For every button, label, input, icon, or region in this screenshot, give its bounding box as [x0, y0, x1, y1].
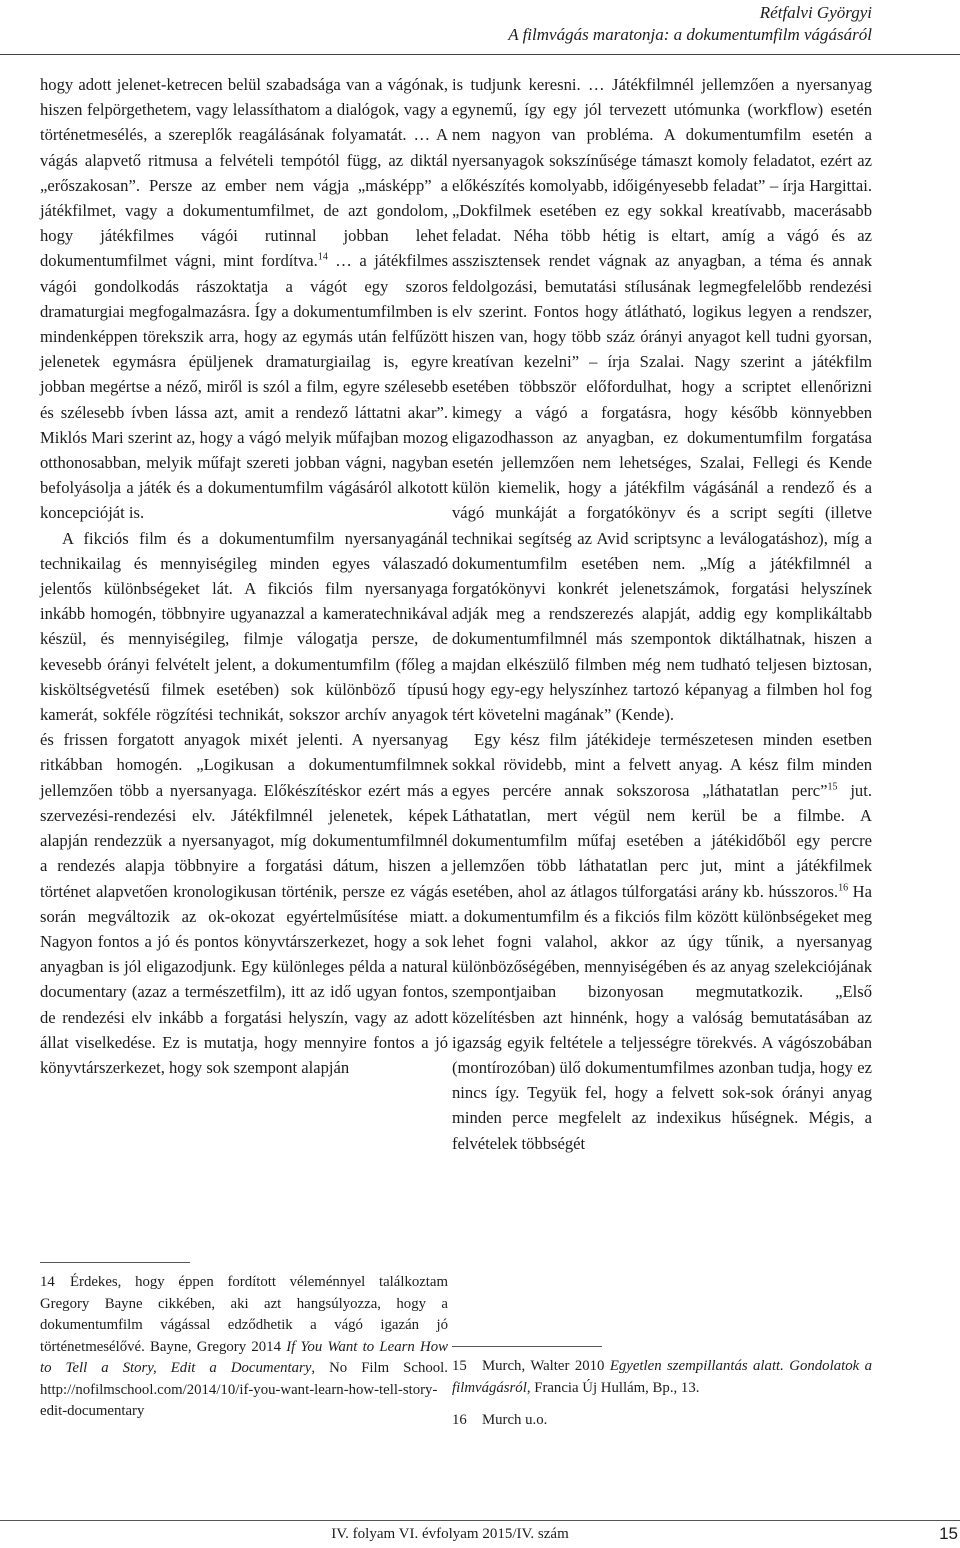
footer-issue: IV. folyam VI. évfolyam 2015/IV. szám	[331, 1526, 569, 1542]
paragraph: is tudjunk keresni. … Játékfilmnél jellemzően a nyersanyag egynemű, így egy jól tervezett utómunka (workflow) esetén nem nagyon van probléma. A dokumentumfilm esetén a nyersanyagok sokszínűsége támaszt komoly feladatot, ezért az előkészítés komolyabb, időigényesebb feladat” – írja Hargittai. „Dokfilmek esetében ez egy sokkal kreatívabb, macerásabb feladat. Néha több hétig is eltart, amíg a vágó és az asszisztensek rendet vágnak az anyagban, a téma és annak feldolgozási, bemutatási stílusának legmegfelelőbb rendezési elv szerint. Fontos hogy átlátható, logikus legyen a rendszer, hiszen van, hogy több száz órányi anyagot kell tudni gyorsan, kreatívan kezelni” – írja Szalai. Nagy szerint a játékfilm esetében többször előfordulhat, hogy a scriptet ellenőrizni kimegy a vágó a forgatásra, hogy később könnyebben eligazodhasson az anyagban, ez dokumentumfilm forgatása esetén jellemzően nem lehetséges, Szalai, Fellegi és Kende külön kiemelik, hogy a játékfilm vágásánál a rendező és a vágó munkáját a forgatókönyv és a script segíti (illetve technikai segítség az Avid scriptsync a leválogatáshoz), míg a dokumentumfilm esetében nem. „Míg a játékfilmnél a forgatókönyvi konkrét jelenetszámok, forgatási helyszínek adják meg a rendszerezés alapját, addig egy komplikáltabb dokumentumfilmnél más szempontok diktálhatnak, hiszen a majdan elkészülő filmben még nem tudható teljesen biztosan, hogy egy-egy helyszínhez tartozó képanyag a filmben hol fog tért követelni magának” (Kende).	[452, 75, 872, 725]
running-header	[508, 2, 872, 46]
footnote-14	[40, 1272, 448, 1423]
right-column	[452, 72, 872, 1156]
paragraph	[40, 72, 448, 526]
footnote-work-title: If You Want to Learn How to Tell a Story, Edit a Documentary	[40, 1338, 448, 1376]
paragraph	[452, 727, 872, 1155]
footnote-number: 15	[452, 1358, 467, 1374]
footnote-text: Murch u.o.	[482, 1412, 548, 1428]
paragraph-text: jut. Láthatatlan, mert végül nem kerül be a filmbe. A dokumentumfilm műfaj esetében a játékidőből egy percre jellemzően több láthatatlan perc jut, mint a játékfilmek esetében, ahol az átlagos túlforgatási arány kb. hússzoros.	[452, 780, 872, 901]
footnote-number: 14	[40, 1274, 55, 1290]
paragraph-text: Egy kész film játékideje természetesen minden esetben sokkal rövidebb, mint a felvett anyag. A kész film minden egyes percére annak sokszorosa „láthatatlan perc”	[452, 730, 872, 800]
header-title: A filmvágás maratonja: a dokumentumfilm vágásáról	[508, 25, 872, 44]
header-rule	[0, 54, 960, 55]
paragraph-text: … a játékfilmes vágói gondolkodás rászoktatja a vágót egy szoros dramaturgiai megfogalmazásra. Így a dokumentumfilmben is mindenképpen törekszik arra, hogy az egymás után felfűzött jelenetek egymásra épüljenek dramaturgiailag is, egyre jobban megértse a néző, miről is szól a film, egyre szélesebb és szélesebb ívben lássa azt, amit a rendező láttatni akar”. Miklós Mari szerint az, hogy a vágó melyik műfajban mozog otthonosabban, melyik műfajt szereti jobban vágni, nagyban befolyásolja a játék és a dokumentumfilm vágásáról alkotott koncepcióját is.	[40, 251, 448, 523]
footnote-number: 16	[452, 1412, 467, 1428]
footnote-text: Murch, Walter 2010	[482, 1358, 610, 1374]
footer-rule	[0, 1520, 960, 1521]
footnote-16	[452, 1410, 872, 1432]
paragraph-text: hogy adott jelenet-ketrecen belül szabadsága van a vágónak, hiszen felpörgethetem, vagy lelassíthatom a dialógok, vagy a történetmesélés, a szereplők reagálásának folyamatát. … A vágás alapvető ritmusa a felvételi tempótól függ, az diktál „erőszakosan”. Persze az ember nem vágja „másképp” a játékfilmet, vagy a dokumentumfilmet, de azt gondolom, hogy játékfilmes vágói rutinnal jobban lehet dokumentumfilmet vágni, mint fordítva.	[40, 75, 448, 271]
footnote-ref-14[interactable]: 14	[317, 251, 328, 263]
footnote-ref-15[interactable]: 15	[827, 781, 838, 793]
paragraph-text: Ha a dokumentumfilm és a fikciós film között különbségeket meg lehet fogni valahol, akkor az úgy tűnik, a nyersanyag különbözőségében, mennyiségében és az anyag szelekciójának szempontjaiban bizonyosan megmutatkozik. „Első közelítésben azt hinnénk, hogy a valóság bemutatásában az igazság egyik feltétele a teljességre törekvés. A vágószobában (montírozóban) ülő dokumentumfilmes azonban tudja, hogy ez nincs így. Tegyük fel, hogy a felvett sok-sok órányi anyag minden perce megfelelt az indexikus hűségnek. Mégis, a felvételek többségét	[452, 881, 873, 1153]
header-author: Rétfalvi Györgyi	[759, 3, 872, 22]
footnote-15	[452, 1356, 872, 1399]
page-number: 15	[939, 1524, 958, 1543]
paragraph: A fikciós film és a dokumentumfilm nyersanyagánál technikailag és mennyiségileg minden egyes válaszadó jelentős különbségeket lát. A fikciós film nyersanyaga inkább homogén, többnyire ugyanazzal a kameratechnikával készül, és mennyiségileg, filmje válogatja persze, de kevesebb órányi felvételt jelent, a dokumentumfilm (főleg a kisköltségvetésű filmek esetében) sok különböző típusú kamerát, sokféle rögzítési technikát, sokszor archív anyagok és frissen forgatott anyagok mixét jelenti. A nyersanyag ritkábban homogén. „Logikusan a dokumentumfilmnek jellemzően több a nyersanyaga. Előkészítéskor ezért más a szervezési-rendezési elv. Játékfilmnél jelenetek, képek alapján rendezzük a nyersanyagot, míg dokumentumfilmnél a rendezés alapja többnyire a forgatási dátum, hiszen a történet alapvetően kronologikusan történik, persze ez vágás során megváltozik az ok-okozat egyértelműsítése miatt. Nagyon fontos a jó és pontos könyvtárszerkezet, hogy a sok anyagban is jól eligazodjunk. Egy különleges példa a natural documentary (azaz a természetfilm), itt az idő ugyan fontos, de rendezési elv inkább a forgatási helyszín, vagy az adott állat viselkedése. Ez is mutatja, hogy mennyire fontos a jó könyvtárszerkezet, hogy sok szempont alapján	[40, 528, 448, 1077]
left-column	[40, 72, 448, 1080]
footnote-text: Érdekes, hogy éppen fordított véleménnyel találkoztam Gregory Bayne cikkében, aki azt hangsúlyozza, hogy a dokumentumfilm vágással edződhetik a vágó igazán jó történetmesélővé. Bayne, Gregory 2014	[40, 1274, 448, 1355]
footnote-work-title: Egyetlen szempillantás alatt. Gondolatok a filmvágásról	[452, 1358, 872, 1396]
footnote-text: , Francia Új Hullám, Bp., 13.	[526, 1379, 700, 1396]
footnote-text: , No Film School. http://nofilmschool.com/2014/10/if-you-want-learn-how-tell-story-edit-documentary	[40, 1360, 448, 1419]
footnote-rule	[40, 1262, 190, 1263]
footnote-rule	[452, 1346, 602, 1347]
footnote-ref-16[interactable]: 16	[838, 881, 849, 893]
